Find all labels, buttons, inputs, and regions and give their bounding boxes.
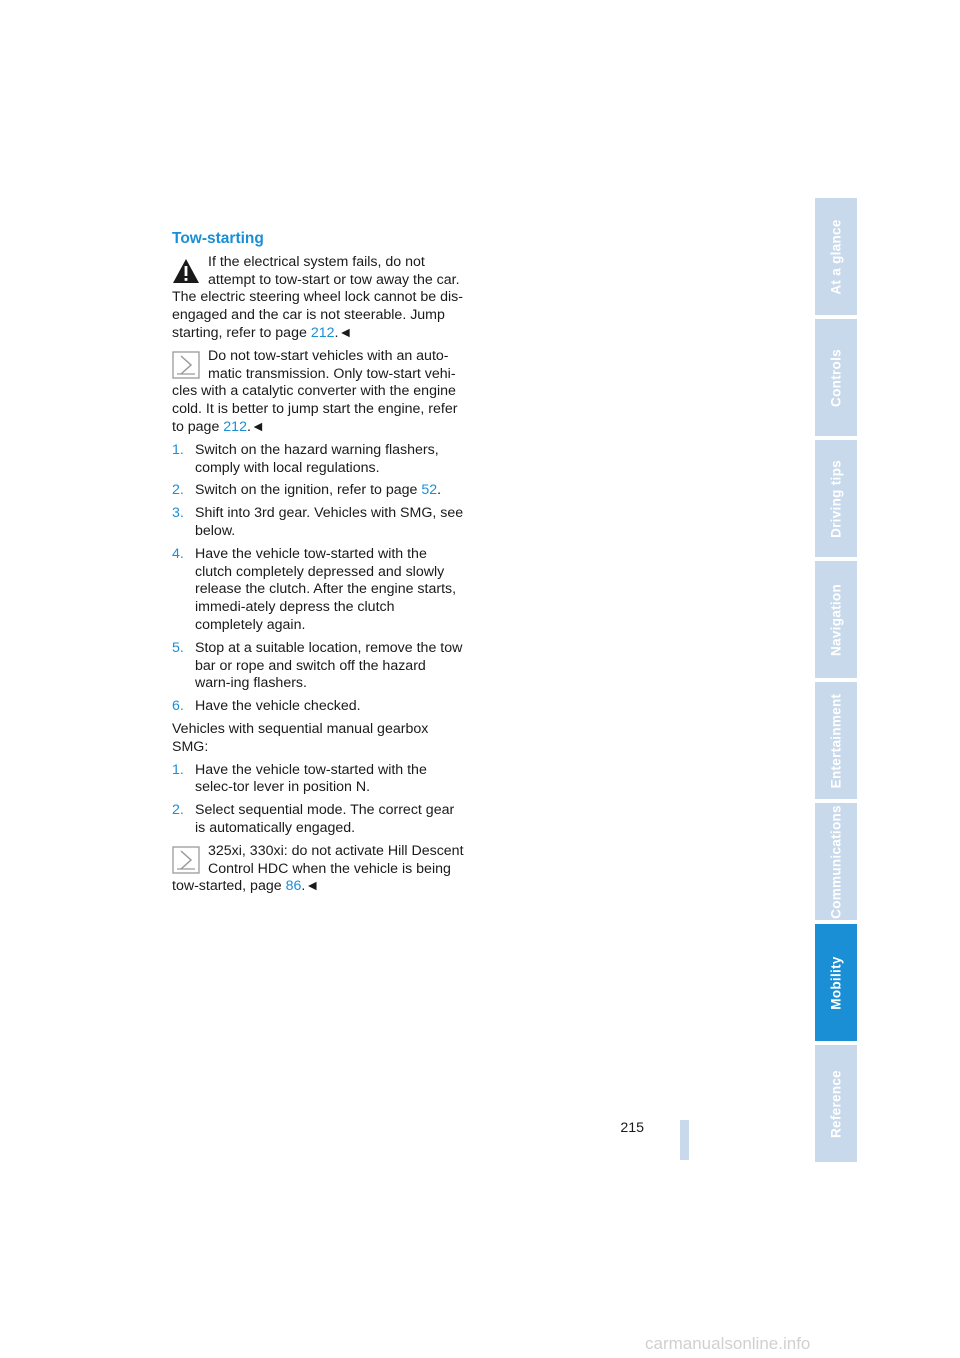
step-number: 3. bbox=[172, 505, 184, 522]
sidebar-tab-label: Navigation bbox=[828, 583, 844, 656]
smg-intro: Vehicles with sequential manual gearbox SMG: bbox=[172, 720, 429, 755]
note-end-marker: .◄ bbox=[301, 878, 320, 895]
info-note-lead: Do not tow-start vehicles with an auto-matic transmission. Only tow-start vehi- bbox=[208, 347, 456, 382]
list-item bbox=[172, 442, 464, 478]
info-arrow-icon bbox=[172, 846, 200, 874]
note-end-marker: .◄ bbox=[334, 324, 353, 341]
step-number: 1. bbox=[172, 441, 184, 458]
step-number: 1. bbox=[172, 761, 184, 778]
info-arrow-icon bbox=[172, 351, 200, 379]
sidebar-tab-label: At a glance bbox=[828, 218, 844, 295]
sidebar-tab-reference[interactable] bbox=[815, 1045, 857, 1166]
list-item bbox=[172, 762, 464, 798]
step-number: 2. bbox=[172, 802, 184, 819]
warning-triangle-icon bbox=[172, 257, 200, 285]
sidebar-tab-label: Mobility bbox=[828, 955, 844, 1010]
page-link-86[interactable]: 86 bbox=[285, 878, 302, 895]
sidebar-tab-at-a-glance[interactable] bbox=[815, 198, 857, 319]
step-text: Have the vehicle tow-started with the selec-tor lever in position N. bbox=[195, 761, 427, 796]
tow-start-steps bbox=[172, 442, 464, 716]
chapter-sidebar bbox=[815, 198, 857, 1166]
step-text: Switch on the ignition, refer to page bbox=[195, 482, 418, 499]
warning-note-lead: If the electrical system fails, do not attempt to tow-start or tow away the car. bbox=[208, 253, 460, 288]
info-note-lead: 325xi, 330xi: do not activate Hill Descent Control HDC when the vehicle is being bbox=[208, 842, 464, 877]
sidebar-tab-label: Controls bbox=[828, 348, 844, 407]
list-item bbox=[172, 482, 464, 500]
step-number: 2. bbox=[172, 482, 184, 499]
info-note-hdc bbox=[172, 843, 464, 896]
note-end-marker: .◄ bbox=[246, 418, 265, 435]
step-text: Shift into 3rd gear. Vehicles with SMG, see below. bbox=[195, 505, 464, 539]
step-text: Switch on the hazard warning flashers, comply with local regulations. bbox=[195, 441, 439, 476]
sidebar-tab-navigation[interactable] bbox=[815, 561, 857, 682]
sidebar-tab-label: Reference bbox=[828, 1069, 844, 1138]
page-link-52[interactable]: 52 bbox=[421, 482, 438, 499]
page-link-212[interactable]: 212 bbox=[223, 418, 247, 435]
sidebar-tab-driving-tips[interactable] bbox=[815, 440, 857, 561]
step-text: Stop at a suitable location, remove the tow bar or rope and switch off the hazard warn-ing flashers. bbox=[195, 639, 463, 692]
info-note-text: tow-started, page bbox=[172, 878, 282, 895]
step-number: 4. bbox=[172, 545, 184, 562]
sidebar-tab-label: Communications bbox=[828, 804, 844, 919]
list-item bbox=[172, 802, 464, 838]
step-number: 5. bbox=[172, 639, 184, 656]
smg-steps bbox=[172, 762, 464, 838]
section-heading: Tow-starting bbox=[172, 230, 264, 247]
step-text: Have the vehicle tow-started with the clutch completely depressed and slowly release the clutch. After the engine starts, immedi-ately depress the clutch completely again. bbox=[195, 545, 457, 633]
list-item bbox=[172, 505, 464, 541]
info-note-automatic bbox=[172, 348, 464, 437]
step-number: 6. bbox=[172, 698, 184, 715]
sidebar-tab-mobility[interactable] bbox=[815, 924, 857, 1045]
step-text: Have the vehicle checked. bbox=[195, 698, 361, 715]
info-note-text: cles with a catalytic converter with the engine cold. It is better to jump start the engine, refer to page bbox=[172, 383, 458, 435]
list-item bbox=[172, 698, 464, 716]
list-item bbox=[172, 546, 464, 635]
page-number-bar bbox=[680, 1120, 689, 1160]
watermark: carmanualsonline.info bbox=[645, 1334, 811, 1353]
sidebar-tab-entertainment[interactable] bbox=[815, 682, 857, 803]
main-content bbox=[172, 230, 464, 901]
sidebar-tab-controls[interactable] bbox=[815, 319, 857, 440]
sidebar-tab-label: Entertainment bbox=[828, 693, 844, 788]
step-text: Select sequential mode. The correct gear is automatically engaged. bbox=[195, 802, 455, 836]
warning-note-text: The electric steering wheel lock cannot be dis-engaged and the car is not steerable. Jump starting, refer to page bbox=[172, 289, 463, 341]
list-item bbox=[172, 640, 464, 693]
step-end: . bbox=[437, 482, 442, 499]
page-number: 215 bbox=[620, 1120, 644, 1136]
sidebar-tab-label: Driving tips bbox=[828, 459, 844, 538]
warning-note bbox=[172, 254, 464, 343]
page-link-212[interactable]: 212 bbox=[310, 324, 335, 341]
sidebar-tab-communications[interactable] bbox=[815, 803, 857, 924]
